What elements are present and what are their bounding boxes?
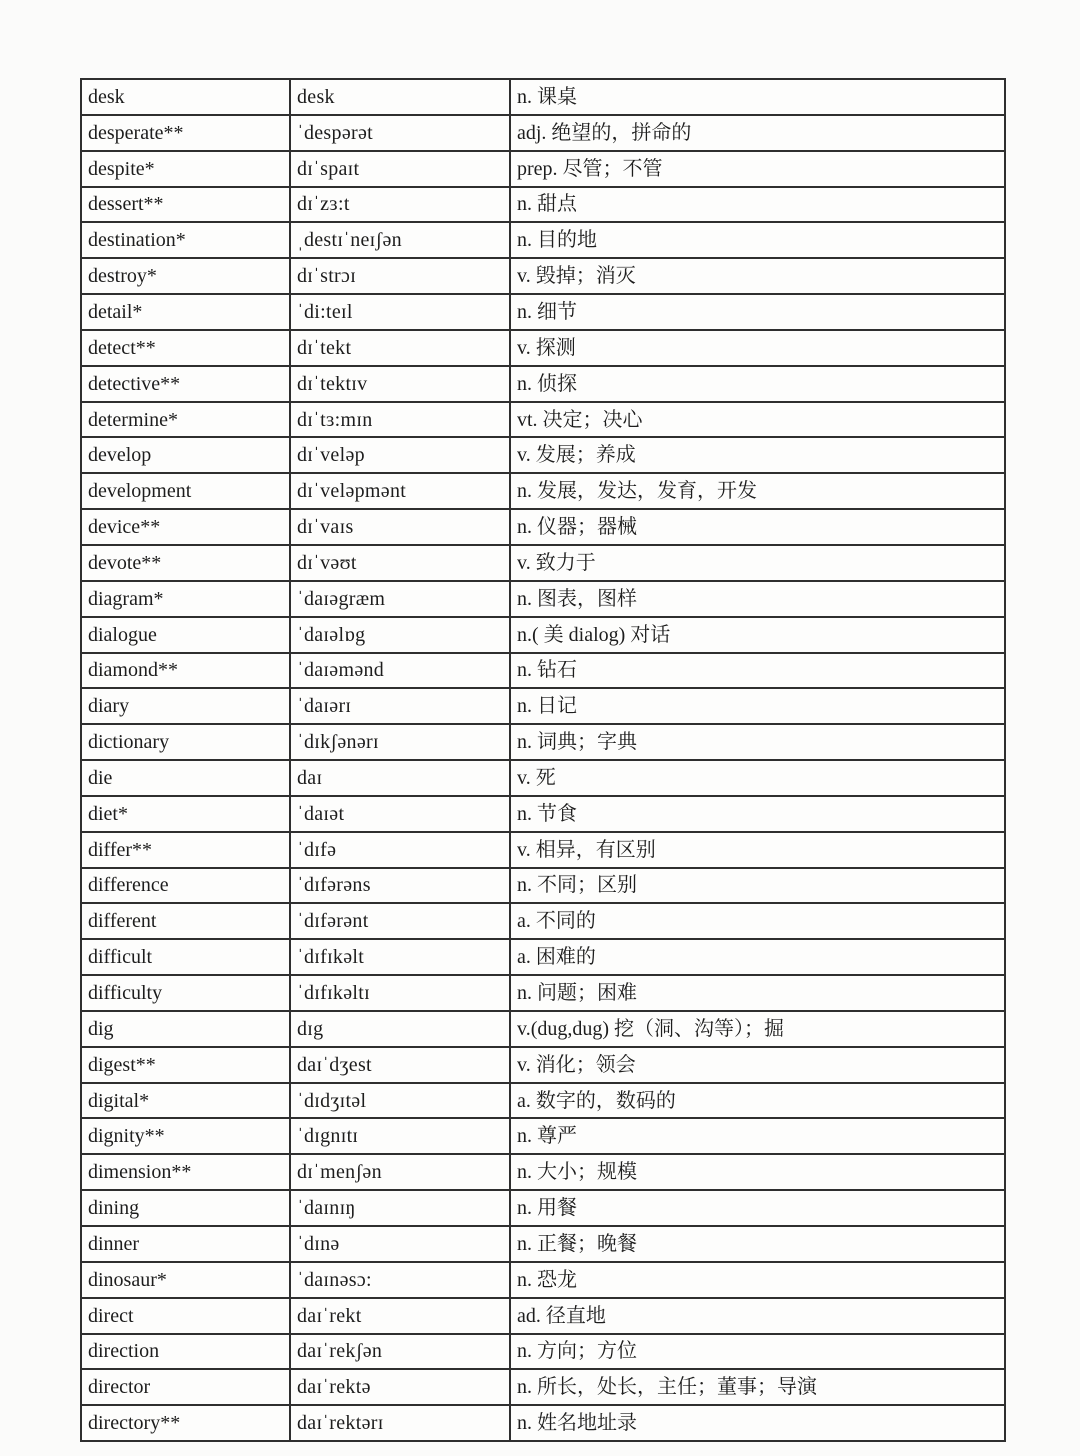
phonetic-cell: ˈdaɪəlɒg <box>291 618 511 652</box>
word-cell: detective** <box>82 367 291 401</box>
table-row <box>82 1263 1004 1299</box>
phonetic-cell: dɪˈveləpmənt <box>291 474 511 508</box>
phonetic-cell: dɪˈtektɪv <box>291 367 511 401</box>
phonetic-cell: ˈdɪdʒɪtəl <box>291 1084 511 1118</box>
word-cell: device** <box>82 510 291 544</box>
phonetic-cell: daɪˈrekt <box>291 1299 511 1333</box>
word-cell: difficulty <box>82 976 291 1010</box>
definition-cell: n.( 美 dialog) 对话 <box>517 623 671 646</box>
definition-cell: v. 消化；领会 <box>517 1053 636 1076</box>
table-row <box>82 618 1004 654</box>
table-row <box>82 116 1004 152</box>
phonetic-cell: ˈdaɪnəsɔ: <box>291 1263 511 1297</box>
definition-cell: v. 死 <box>517 766 556 789</box>
table-row <box>82 1406 1004 1440</box>
table-row <box>82 295 1004 331</box>
word-cell: diet* <box>82 797 291 831</box>
table-row <box>82 761 1004 797</box>
word-cell: difference <box>82 869 291 903</box>
phonetic-cell: dɪˈtekt <box>291 331 511 365</box>
definition-cell: n. 姓名地址录 <box>517 1412 637 1435</box>
definition-cell: v. 致力于 <box>517 551 596 574</box>
definition-cell: n. 用餐 <box>517 1197 577 1220</box>
definition-cell: a. 数字的，数码的 <box>517 1089 676 1112</box>
phonetic-cell: dɪˈstrɔɪ <box>291 259 511 293</box>
definition-cell: n. 问题；困难 <box>517 982 637 1005</box>
phonetic-cell: ˈdɪnə <box>291 1227 511 1261</box>
word-cell: direction <box>82 1335 291 1369</box>
table-row <box>82 152 1004 188</box>
phonetic-cell: dɪˈzɜ:t <box>291 188 511 222</box>
word-cell: detail* <box>82 295 291 329</box>
definition-cell: v. 探测 <box>517 336 576 359</box>
table-row <box>82 797 1004 833</box>
definition-cell: prep. 尽管；不管 <box>517 157 663 180</box>
word-cell: dessert** <box>82 188 291 222</box>
word-cell: detect** <box>82 331 291 365</box>
definition-cell: n. 课桌 <box>517 85 577 108</box>
table-row <box>82 940 1004 976</box>
definition-cell: ad. 径直地 <box>517 1304 606 1327</box>
phonetic-cell: dɪˈveləp <box>291 438 511 472</box>
phonetic-cell: dɪg <box>291 1012 511 1046</box>
word-cell: destroy* <box>82 259 291 293</box>
definition-cell: n. 细节 <box>517 300 577 323</box>
phonetic-cell: dɪˈtɜ:mɪn <box>291 403 511 437</box>
word-cell: differ** <box>82 833 291 867</box>
phonetic-cell: ˈdaɪnɪŋ <box>291 1191 511 1225</box>
definition-cell: n. 日记 <box>517 695 577 718</box>
phonetic-cell: ˈdɪfərəns <box>291 869 511 903</box>
definition-cell: adj. 绝望的，拼命的 <box>517 121 692 144</box>
word-cell: diamond** <box>82 654 291 688</box>
phonetic-cell: ˈdaɪəmənd <box>291 654 511 688</box>
phonetic-cell: dɪˈmenʃən <box>291 1155 511 1189</box>
definition-cell: n. 钻石 <box>517 659 577 682</box>
phonetic-cell: dɪˈvəʊt <box>291 546 511 580</box>
definition-cell: n. 侦探 <box>517 372 577 395</box>
definition-cell: n. 甜点 <box>517 193 577 216</box>
phonetic-cell: daɪˈrekʃən <box>291 1335 511 1369</box>
definition-cell: n. 不同；区别 <box>517 874 637 897</box>
word-cell: diary <box>82 689 291 723</box>
word-cell: direct <box>82 1299 291 1333</box>
phonetic-cell: ˈdɪfərənt <box>291 904 511 938</box>
word-cell: determine* <box>82 403 291 437</box>
word-cell: desperate** <box>82 116 291 150</box>
word-cell: die <box>82 761 291 795</box>
phonetic-cell: ˈdɪgnɪtɪ <box>291 1119 511 1153</box>
table-row <box>82 474 1004 510</box>
table-row <box>82 869 1004 905</box>
phonetic-cell: ˈdaɪərɪ <box>291 689 511 723</box>
phonetic-cell: ˈdi:teɪl <box>291 295 511 329</box>
phonetic-cell: dɪˈvaɪs <box>291 510 511 544</box>
definition-cell: n. 所长，处长，主任；董事；导演 <box>517 1376 817 1399</box>
word-cell: difficult <box>82 940 291 974</box>
word-cell: dignity** <box>82 1119 291 1153</box>
word-cell: digest** <box>82 1048 291 1082</box>
table-row <box>82 438 1004 474</box>
definition-cell: n. 正餐；晚餐 <box>517 1232 637 1255</box>
phonetic-cell: ˈdɪkʃənərɪ <box>291 725 511 759</box>
definition-cell: a. 不同的 <box>517 910 596 933</box>
phonetic-cell: daɪˈrektərɪ <box>291 1406 511 1440</box>
phonetic-cell: daɪˈrektə <box>291 1370 511 1404</box>
table-row <box>82 367 1004 403</box>
table-row <box>82 1335 1004 1371</box>
word-cell: development <box>82 474 291 508</box>
definition-cell: n. 大小；规模 <box>517 1161 637 1184</box>
word-cell: dinner <box>82 1227 291 1261</box>
word-cell: despite* <box>82 152 291 186</box>
definition-cell: vt. 决定；决心 <box>517 408 643 431</box>
word-cell: different <box>82 904 291 938</box>
phonetic-cell: desk <box>291 80 511 114</box>
table-row <box>82 654 1004 690</box>
table-row <box>82 188 1004 224</box>
table-row <box>82 1084 1004 1120</box>
table-row <box>82 510 1004 546</box>
word-cell: director <box>82 1370 291 1404</box>
table-row <box>82 1227 1004 1263</box>
table-row <box>82 1048 1004 1084</box>
definition-cell: v. 相异，有区别 <box>517 838 656 861</box>
word-cell: desk <box>82 80 291 114</box>
definition-cell: v. 发展；养成 <box>517 444 636 467</box>
word-cell: dining <box>82 1191 291 1225</box>
phonetic-cell: ˌdestɪˈneɪʃən <box>291 223 511 257</box>
word-cell: dialogue <box>82 618 291 652</box>
phonetic-cell: daɪˈdʒest <box>291 1048 511 1082</box>
table-row <box>82 904 1004 940</box>
table-row <box>82 80 1004 116</box>
phonetic-cell: ˈdespərət <box>291 116 511 150</box>
definition-cell: n. 仪器；器械 <box>517 516 637 539</box>
definition-cell: a. 困难的 <box>517 946 596 969</box>
definition-cell: n. 方向；方位 <box>517 1340 637 1363</box>
table-row <box>82 331 1004 367</box>
phonetic-cell: ˈdɪfə <box>291 833 511 867</box>
phonetic-cell: dɪˈspaɪt <box>291 152 511 186</box>
table-row <box>82 1119 1004 1155</box>
phonetic-cell: daɪ <box>291 761 511 795</box>
table-row <box>82 223 1004 259</box>
definition-cell: n. 词典；字典 <box>517 731 637 754</box>
table-row <box>82 1370 1004 1406</box>
word-cell: dig <box>82 1012 291 1046</box>
definition-cell: n. 尊严 <box>517 1125 577 1148</box>
table-row <box>82 1299 1004 1335</box>
vocabulary-table <box>80 78 1006 1442</box>
word-cell: destination* <box>82 223 291 257</box>
definition-cell: v.(dug,dug) 挖（洞、沟等）；掘 <box>517 1017 785 1040</box>
definition-cell: n. 发展，发达，发育，开发 <box>517 480 757 503</box>
table-row <box>82 1191 1004 1227</box>
definition-cell: n. 目的地 <box>517 229 597 252</box>
word-cell: develop <box>82 438 291 472</box>
phonetic-cell: ˈdaɪət <box>291 797 511 831</box>
table-row <box>82 582 1004 618</box>
word-cell: diagram* <box>82 582 291 616</box>
word-cell: devote** <box>82 546 291 580</box>
table-row <box>82 546 1004 582</box>
table-row <box>82 833 1004 869</box>
word-cell: directory** <box>82 1406 291 1440</box>
table-row <box>82 403 1004 439</box>
table-row <box>82 725 1004 761</box>
word-cell: dictionary <box>82 725 291 759</box>
definition-cell: v. 毁掉；消灭 <box>517 265 636 288</box>
definition-cell: n. 图表，图样 <box>517 587 637 610</box>
table-row <box>82 1155 1004 1191</box>
table-row <box>82 976 1004 1012</box>
word-cell: dinosaur* <box>82 1263 291 1297</box>
phonetic-cell: ˈdaɪəgræm <box>291 582 511 616</box>
phonetic-cell: ˈdɪfɪkəlt <box>291 940 511 974</box>
word-cell: digital* <box>82 1084 291 1118</box>
definition-cell: n. 节食 <box>517 802 577 825</box>
table-row <box>82 1012 1004 1048</box>
table-row <box>82 259 1004 295</box>
table-row <box>82 689 1004 725</box>
definition-cell: n. 恐龙 <box>517 1268 577 1291</box>
phonetic-cell: ˈdɪfɪkəltɪ <box>291 976 511 1010</box>
word-cell: dimension** <box>82 1155 291 1189</box>
